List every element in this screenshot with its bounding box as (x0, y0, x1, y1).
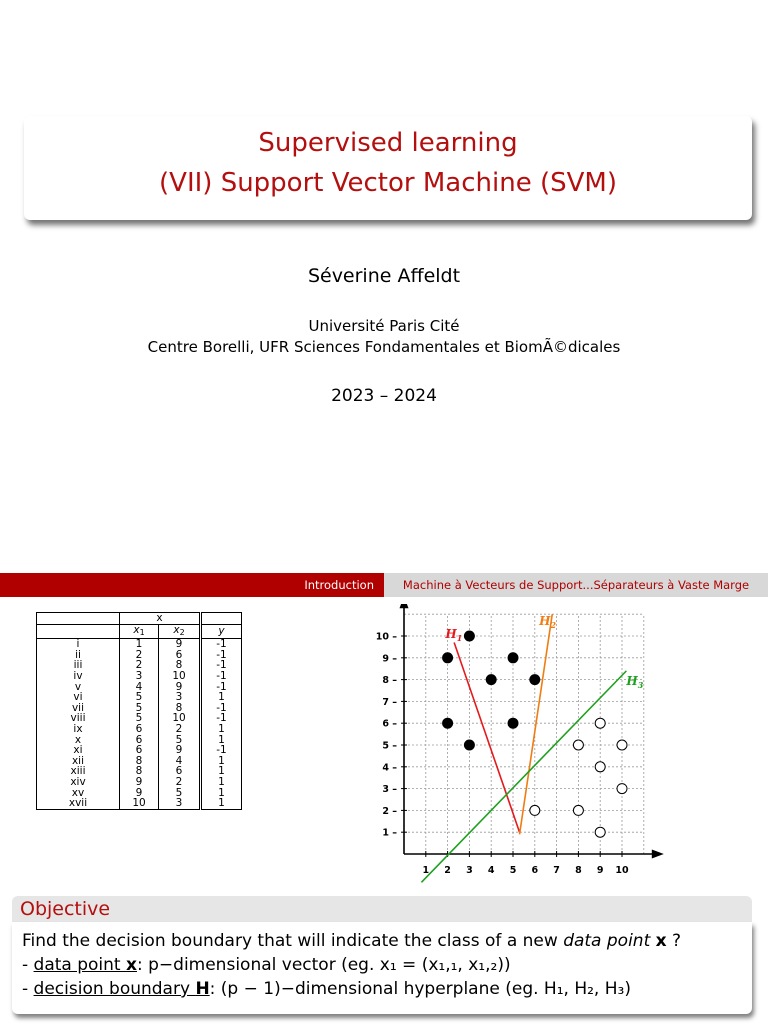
objective-line-2-underlined (34, 955, 137, 975)
y-tick-label: 1 – (382, 827, 397, 839)
y-cell: -1 (201, 682, 242, 693)
column-header-x2-label: x (173, 623, 180, 636)
y-cell: -1 (201, 745, 242, 756)
row-index-cell: ii (37, 650, 120, 661)
x-tick-label: 6 (531, 865, 539, 876)
table-group-header-row (37, 613, 242, 625)
objective-line-3-underlined (34, 979, 210, 999)
x1-cell: 8 (120, 756, 159, 767)
x2-cell: 2 (159, 777, 201, 788)
objective-line-1-end: ? (666, 931, 682, 951)
table-index-header (37, 624, 120, 639)
row-index-cell: xv (37, 788, 120, 799)
y-cell: 1 (201, 724, 242, 735)
x1-cell: 3 (120, 671, 159, 682)
row-index-cell: iii (37, 660, 120, 671)
row-index-cell: xiii (37, 766, 120, 777)
class-neg-point (508, 718, 518, 728)
x1-cell: 1 (120, 639, 159, 650)
table-row (37, 777, 242, 788)
column-header-x1-label: x (133, 623, 140, 636)
y-cell: 1 (201, 788, 242, 799)
column-header-x1-sub: 1 (139, 627, 145, 637)
x1-cell: 6 (120, 735, 159, 746)
row-index-cell: v (37, 682, 120, 693)
class-neg-point (530, 675, 540, 685)
row-index-cell: i (37, 639, 120, 650)
x1-cell: 9 (120, 788, 159, 799)
class-neg-point (486, 675, 496, 685)
y-cell: 1 (201, 766, 242, 777)
svm-scatter-chart (364, 604, 664, 886)
y-cell: -1 (201, 639, 242, 650)
x1-cell: 6 (120, 724, 159, 735)
x2-cell: 2 (159, 724, 201, 735)
objective-line-2-underlined-text: data point (33, 955, 127, 975)
y-tick-label: 5 – (382, 740, 397, 752)
class-neg-point (443, 718, 453, 728)
row-index-cell: vii (37, 703, 120, 714)
y-cell: 1 (201, 735, 242, 746)
x-tick-label: 1 (422, 865, 430, 876)
data-table (36, 612, 242, 810)
x-tick-label: 4 (487, 865, 495, 876)
x-tick-label: 2 (444, 865, 451, 876)
y-tick-label: 6 – (382, 718, 397, 730)
x1-cell: 5 (120, 703, 159, 714)
y-cell: 1 (201, 756, 242, 767)
x2-cell: 10 (159, 671, 201, 682)
row-index-cell: xiv (37, 777, 120, 788)
row-index-cell: vi (37, 692, 120, 703)
hyperplane-line-h2 (520, 614, 553, 834)
hyperplane-label-h2: $H_2$ (539, 614, 557, 631)
objective-line-2-bold: x (126, 955, 137, 975)
hyperplane-label-h3: $H_3$ (626, 674, 644, 691)
objective-line-1-text: Find the decision boundary that will indicate the class of a new (22, 931, 564, 951)
class-pos-point (617, 784, 627, 794)
table-corner-cell (37, 613, 120, 625)
row-index-cell: xvii (37, 798, 120, 809)
class-pos-point (530, 805, 540, 815)
affiliation-line-1: Université Paris Cité (308, 317, 460, 335)
x2-cell: 3 (159, 798, 201, 809)
x2-cell: 5 (159, 735, 201, 746)
y-tick-label: 10 – (375, 631, 397, 643)
x2-cell: 9 (159, 745, 201, 756)
hyperplane-label-h1: $H_1$ (445, 627, 463, 644)
objective-line-1-em: data point (563, 931, 651, 951)
class-pos-point (573, 805, 583, 815)
table-body (37, 639, 242, 810)
x1-cell: 2 (120, 660, 159, 671)
objective-line-3-underlined-text: decision boundary (33, 979, 196, 999)
x1-cell: 5 (120, 692, 159, 703)
years: 2023 – 2024 (331, 386, 437, 406)
x2-cell: 10 (159, 713, 201, 724)
row-index-cell: iv (37, 671, 120, 682)
x1-cell: 4 (120, 682, 159, 693)
nav-section-current[interactable]: Machine à Vecteurs de Support...Séparateurs à Vaste Marge (384, 573, 768, 597)
x2-cell: 9 (159, 639, 201, 650)
y-cell: -1 (201, 703, 242, 714)
hyperplane-line-h3 (421, 671, 626, 882)
y-tick-label: 3 – (382, 784, 397, 796)
x1-cell: 9 (120, 777, 159, 788)
navigation-bar (0, 573, 768, 597)
y-tick-label: 7 – (382, 696, 397, 708)
affiliation-line-2: Centre Borelli, UFR Sciences Fondamentales et BiomÃ©dicales (147, 338, 621, 356)
hyperplane-line-h1 (454, 643, 519, 833)
class-neg-point (443, 653, 453, 663)
objective-line-1 (22, 931, 681, 951)
y-cell: -1 (201, 671, 242, 682)
objective-line-3-bold: H (195, 979, 210, 999)
x2-cell: 6 (159, 766, 201, 777)
y-tick-label: 4 – (382, 762, 397, 774)
class-pos-point (573, 740, 583, 750)
objective-line-2 (22, 955, 511, 975)
class-pos-point (617, 740, 627, 750)
objective-line-3-rest: : (p − 1)−dimensional hyperplane (eg. H₁, H₂, H₃) (209, 979, 631, 999)
objective-line-2-prefix: - (22, 955, 34, 975)
x1-cell: 8 (120, 766, 159, 777)
x2-cell: 9 (159, 682, 201, 693)
x2-cell: 8 (159, 703, 201, 714)
x-tick-label: 3 (466, 865, 473, 876)
column-header-x2 (159, 624, 201, 639)
objective-title: Objective (20, 898, 111, 920)
row-index-cell: xi (37, 745, 120, 756)
y-tick-label: 2 – (382, 805, 397, 817)
y-cell: -1 (201, 660, 242, 671)
y-cell: 1 (201, 777, 242, 788)
objective-line-2-rest: : p−dimensional vector (eg. x₁ = (x₁,₁, x₁,₂)) (136, 955, 511, 975)
x1-cell: 6 (120, 745, 159, 756)
row-index-cell: viii (37, 713, 120, 724)
objective-header-bar (12, 896, 752, 922)
y-tick-label: 8 – (382, 675, 397, 687)
x2-cell: 3 (159, 692, 201, 703)
y-cell: 1 (201, 798, 242, 809)
table-row (37, 671, 242, 682)
column-header-x2-sub: 2 (179, 627, 185, 637)
y-cell: 1 (201, 692, 242, 703)
title-box (24, 116, 752, 220)
y-axis-arrow (400, 604, 409, 608)
column-header-y: y (201, 624, 242, 639)
class-neg-point (464, 631, 474, 641)
objective-line-3-prefix: - (22, 979, 34, 999)
x1-cell: 2 (120, 650, 159, 661)
y-tick-label: 9 – (382, 653, 397, 665)
x1-cell: 5 (120, 713, 159, 724)
class-neg-point (508, 653, 518, 663)
title-line-2: (VII) Support Vector Machine (SVM) (159, 168, 617, 198)
x2-cell: 5 (159, 788, 201, 799)
y-cell: -1 (201, 650, 242, 661)
objective-line-1-bold: x (655, 931, 667, 951)
table-row (37, 724, 242, 735)
table-column-header-row (37, 624, 242, 639)
y-cell: -1 (201, 713, 242, 724)
nav-section-introduction[interactable]: Introduction (304, 578, 374, 592)
x2-cell: 8 (159, 660, 201, 671)
x-axis-arrow (652, 850, 664, 859)
title-line-1: Supervised learning (258, 128, 518, 158)
table-row (37, 798, 242, 809)
x1-cell: 10 (120, 798, 159, 809)
x-tick-label: 9 (596, 865, 604, 876)
x2-cell: 6 (159, 650, 201, 661)
table-y-group-cell (201, 613, 242, 625)
row-index-cell: ix (37, 724, 120, 735)
author: Séverine Affeldt (307, 265, 461, 287)
x-tick-label: 7 (553, 865, 560, 876)
row-index-cell: xii (37, 756, 120, 767)
x-tick-label: 10 (615, 865, 629, 876)
table-group-header: x (120, 613, 201, 625)
class-pos-point (595, 762, 605, 772)
class-neg-point (464, 740, 474, 750)
class-pos-point (595, 827, 605, 837)
row-index-cell: x (37, 735, 120, 746)
x-tick-label: 5 (509, 865, 517, 876)
class-pos-point (595, 718, 605, 728)
x2-cell: 4 (159, 756, 201, 767)
x-tick-label: 8 (575, 865, 582, 876)
objective-line-3 (22, 979, 631, 999)
column-header-x1 (120, 624, 159, 639)
